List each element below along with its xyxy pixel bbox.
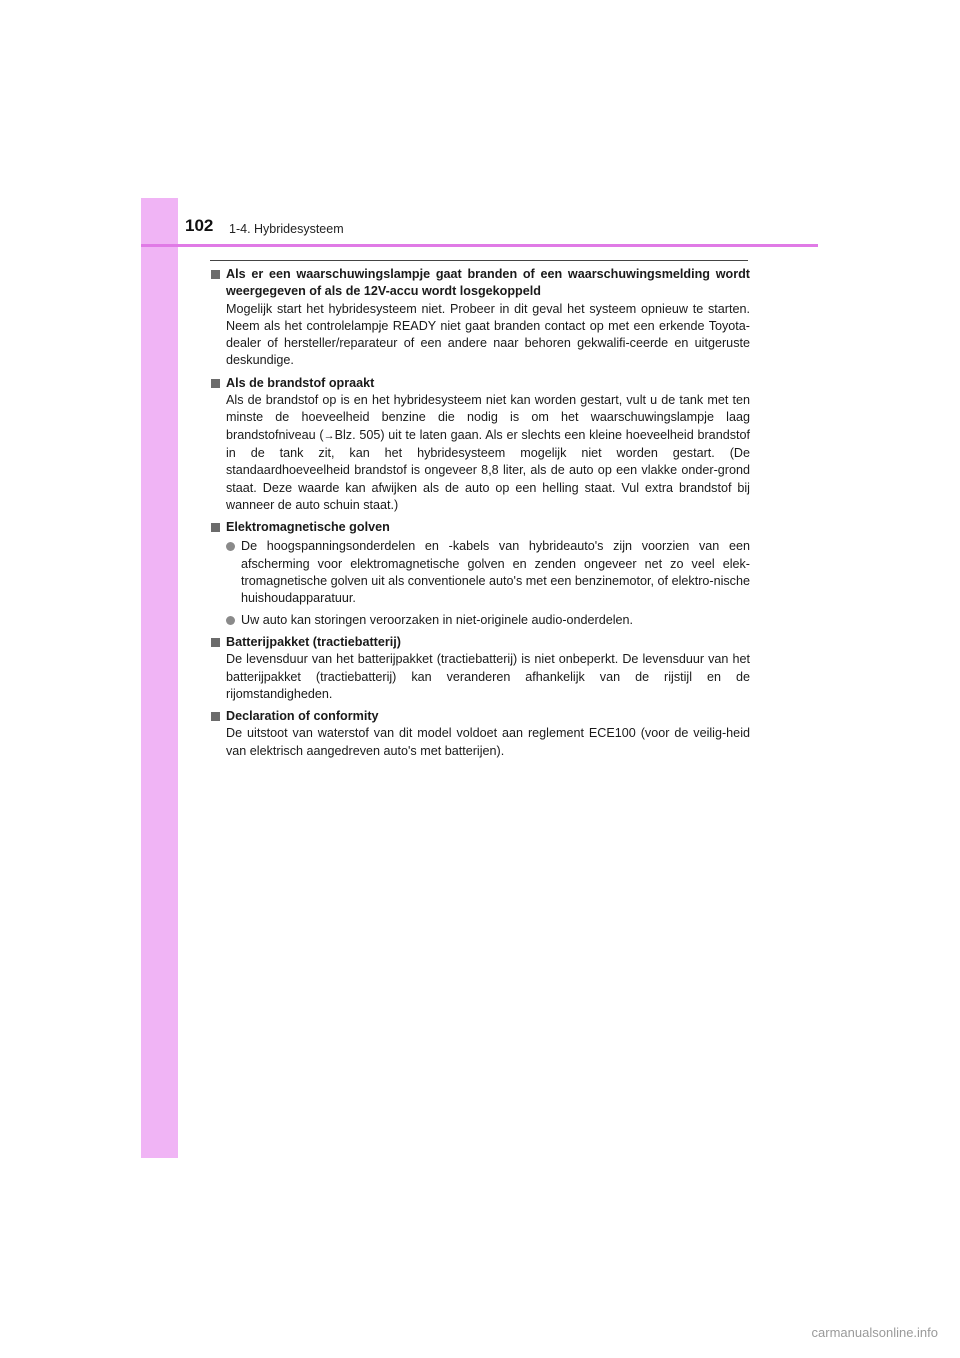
- section-electromagnetic-waves: [210, 519, 750, 629]
- page-reference-link: Blz. 505) uit te laten gaan. Als er slechts een kleine hoeveelheid brandstof in de tank zit, kan het hybridesysteem mogelijk niet worden gestart. (De standaardhoeveelheid brandstof is ongeveer 8,8 liter, als de auto op een vlakke onder-grond staat. Deze waarde kan afwijken als de auto op een helling staat. Vul extra brandstof bij wanneer de auto schuin staat.): [226, 427, 750, 512]
- section-heading: Als er een waarschuwingslampje gaat branden of een waarschuwingsmelding wordt weergegeven of als de 12V-accu wordt losgekoppeld: [210, 266, 750, 301]
- square-bullet-icon: [211, 379, 220, 388]
- section-warning-lamp: [210, 266, 750, 370]
- section-heading: Declaration of conformity: [210, 708, 750, 725]
- section-body: Mogelijk start het hybridesysteem niet. Probeer in dit geval het systeem opnieuw te starten. Neem als het controlelampje READY niet gaat branden contact op met een erkende Toyota-dealer of hersteller/reparateur of een andere naar behoren gekwalifi-ceerde en uitgeruste deskundige.: [226, 301, 750, 368]
- section-body: De uitstoot van waterstof van dit model voldoet aan reglement ECE100 (voor de veilig-heid van elektrisch aangedreven auto's met batterijen).: [226, 726, 750, 758]
- circle-bullet-icon: [226, 616, 235, 625]
- section-heading: Batterijpakket (tractiebatterij): [210, 634, 750, 651]
- square-bullet-icon: [211, 712, 220, 721]
- divider: [210, 260, 748, 261]
- square-bullet-icon: [211, 270, 220, 279]
- arrow-right-icon: →: [323, 429, 335, 442]
- section-body: Als de brandstof op is en het hybridesysteem niet kan worden gestart, vult u de tank met ten minste de hoeveelheid benzine die nodig is om het waarschuwingslampje laag brandstofniveau (→Blz. 505) uit te laten gaan. Als er slechts een kleine hoeveelheid brandstof in de tank zit, kan het hybridesysteem mogelijk niet worden gestart. (De standaardhoeveelheid brandstof is ongeveer 8,8 liter, als de auto op een vlakke onder-grond staat. Deze waarde kan afwijken als de auto op een helling staat. Vul extra brandstof bij wanneer de auto schuin staat.): [226, 393, 750, 512]
- list-item: Uw auto kan storingen veroorzaken in niet-originele audio-onderdelen.: [210, 612, 750, 629]
- section-body: De levensduur van het batterijpakket (tractiebatterij) is niet onbeperkt. De levensduur van het batterijpakket (tractiebatterij) kan veranderen afhankelijk van de rijstijl en de rijomstandigheden.: [226, 652, 750, 701]
- header-bar: [141, 244, 818, 247]
- section-battery-pack: [210, 634, 750, 703]
- watermark: carmanualsonline.info: [811, 1325, 938, 1340]
- page-content: [210, 266, 750, 765]
- section-title: 1-4. Hybridesysteem: [229, 222, 344, 236]
- section-declaration-of-conformity: [210, 708, 750, 760]
- list-item: De hoogspanningsonderdelen en -kabels van hybrideauto's zijn voorzien van een afscherming voor elektromagnetische golven en zenden ongeveer net zo veel elek-tromagnetische golven uit als conventionele auto's met een benzinemotor, of elektro-nische huishoudapparatuur.: [210, 538, 750, 607]
- section-fuel-runs-out: [210, 375, 750, 514]
- square-bullet-icon: [211, 638, 220, 647]
- square-bullet-icon: [211, 523, 220, 532]
- circle-bullet-icon: [226, 542, 235, 551]
- section-heading: Elektromagnetische golven: [210, 519, 750, 536]
- section-heading: Als de brandstof opraakt: [210, 375, 750, 392]
- side-color-band: [141, 198, 178, 1158]
- page-number: 102: [185, 216, 214, 235]
